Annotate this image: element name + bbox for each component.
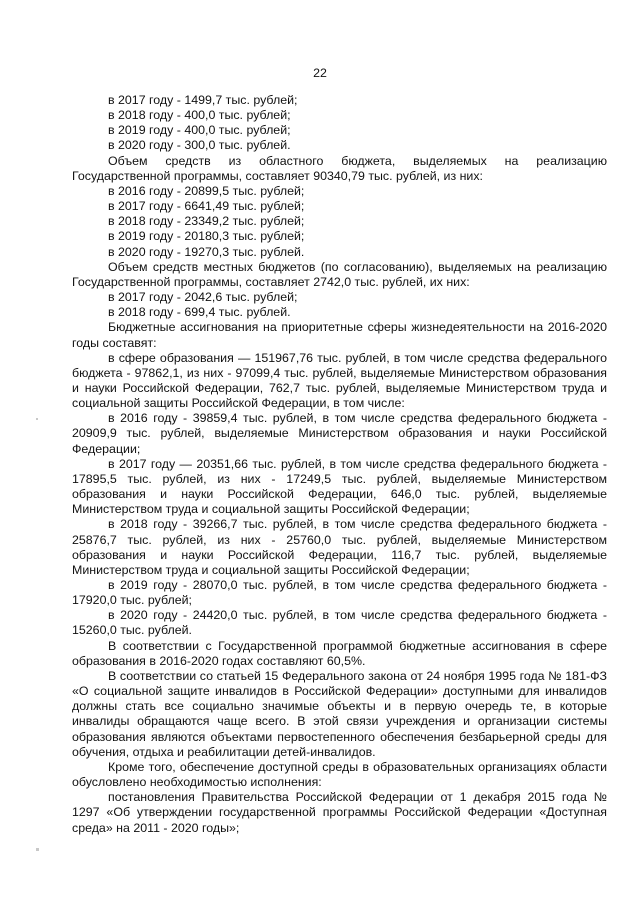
paragraph-24: постановления Правительства Российской Федерации от 1 декабря 2015 года № 1297 «Об утверждении государственной программы Российской Федерации «Доступная среда» на 2011 - 2020 годы»;: [72, 790, 607, 835]
paragraph-19: в 2019 году - 28070,0 тыс. рублей, в том числе средства федерального бюджета - 17920,0 тыс. рублей;: [72, 578, 607, 608]
scan-artifact: [36, 848, 39, 851]
scan-artifact: [36, 418, 38, 420]
paragraph-11: Объем средств местных бюджетов (по согласованию), выделяемых на реализацию Государственной программы, составляет 2742,0 тыс. рублей, их них:: [72, 259, 607, 289]
paragraph-8: в 2018 году - 23349,2 тыс. рублей;: [108, 214, 305, 229]
paragraph-13: в 2018 году - 699,4 тыс. рублей.: [108, 305, 291, 320]
paragraph-22: В соответствии со статьей 15 Федерального закона от 24 ноября 1995 года № 181-ФЗ «О социальной защите инвалидов в Российской Федерации» доступными для инвалидов должны стать все социально значимые объекты и в первую очередь те, в которые инвалиды обращаются чаще всего. В этой связи учреждения и организации системы образования являются объектами первостепенного обеспечения безбарьерной среды для обучения, отдыха и реабилитации детей-инвалидов.: [72, 668, 607, 759]
page-number: 22: [313, 66, 327, 80]
paragraph-7: в 2017 году - 6641,49 тыс. рублей;: [108, 199, 305, 214]
page-body: [72, 93, 607, 836]
paragraph-4: в 2020 году - 300,0 тыс. рублей.: [108, 138, 291, 153]
paragraph-21: В соответствии с Государственной программой бюджетные ассигнования в сфере образования в 2016-2020 годах составляют 60,5%.: [72, 638, 607, 668]
paragraph-12: в 2017 году - 2042,6 тыс. рублей;: [108, 290, 298, 305]
paragraph-10: в 2020 году - 19270,3 тыс. рублей.: [108, 244, 305, 259]
paragraph-5: Объем средств из областного бюджета, выделяемых на реализацию Государственной программы, составляет 90340,79 тыс. рублей, из них:: [72, 153, 607, 183]
paragraph-18: в 2018 году - 39266,7 тыс. рублей, в том числе средства федерального бюджета - 25876,7 тыс. рублей, из них - 25760,0 тыс. рублей, выделяемые Министерством образования и науки Российской Федерации, 116,7 тыс. рублей, выделяемые Министерством труда и социальной защиты Российской Федерации;: [72, 517, 607, 577]
paragraph-16: в 2016 году - 39859,4 тыс. рублей, в том числе средства федерального бюджета - 20909,9 тыс. рублей, выделяемые Министерством образования и науки Российской Федерации;: [72, 411, 607, 456]
paragraph-20: в 2020 году - 24420,0 тыс. рублей, в том числе средства федерального бюджета - 15260,0 тыс. рублей.: [72, 608, 607, 638]
paragraph-23: Кроме того, обеспечение доступной среды в образовательных организациях области обусловлено необходимостью исполнения:: [72, 759, 607, 790]
paragraph-17: в 2017 году — 20351,66 тыс. рублей, в том числе средства федерального бюджета - 17895,5 тыс. рублей, из них - 17249,5 тыс. рублей, выделяемые Министерством образования и науки Российской Федерации, 646,0 тыс. рублей, выделяемые Министерством труда и социальной защиты Российской Федерации;: [72, 456, 607, 517]
paragraph-2: в 2018 году - 400,0 тыс. рублей;: [108, 108, 291, 123]
paragraph-14: Бюджетные ассигнования на приоритетные сферы жизнедеятельности на 2016-2020 годы составят:: [72, 320, 607, 350]
paragraph-3: в 2019 году - 400,0 тыс. рублей;: [108, 123, 291, 138]
paragraph-6: в 2016 году - 20899,5 тыс. рублей;: [108, 183, 305, 198]
paragraph-1: в 2017 году - 1499,7 тыс. рублей;: [108, 93, 298, 107]
paragraph-15: в сфере образования — 151967,76 тыс. рублей, в том числе средства федерального бюджета - 97862,1, из них - 97099,4 тыс. рублей, выделяемые Министерством образования и науки Российской Федерации, 762,7 тыс. рублей, выделяемые Министерством труда и социальной защиты Российской Федерации, в том числе:: [72, 350, 607, 411]
paragraph-9: в 2019 году - 20180,3 тыс. рублей;: [108, 229, 305, 244]
